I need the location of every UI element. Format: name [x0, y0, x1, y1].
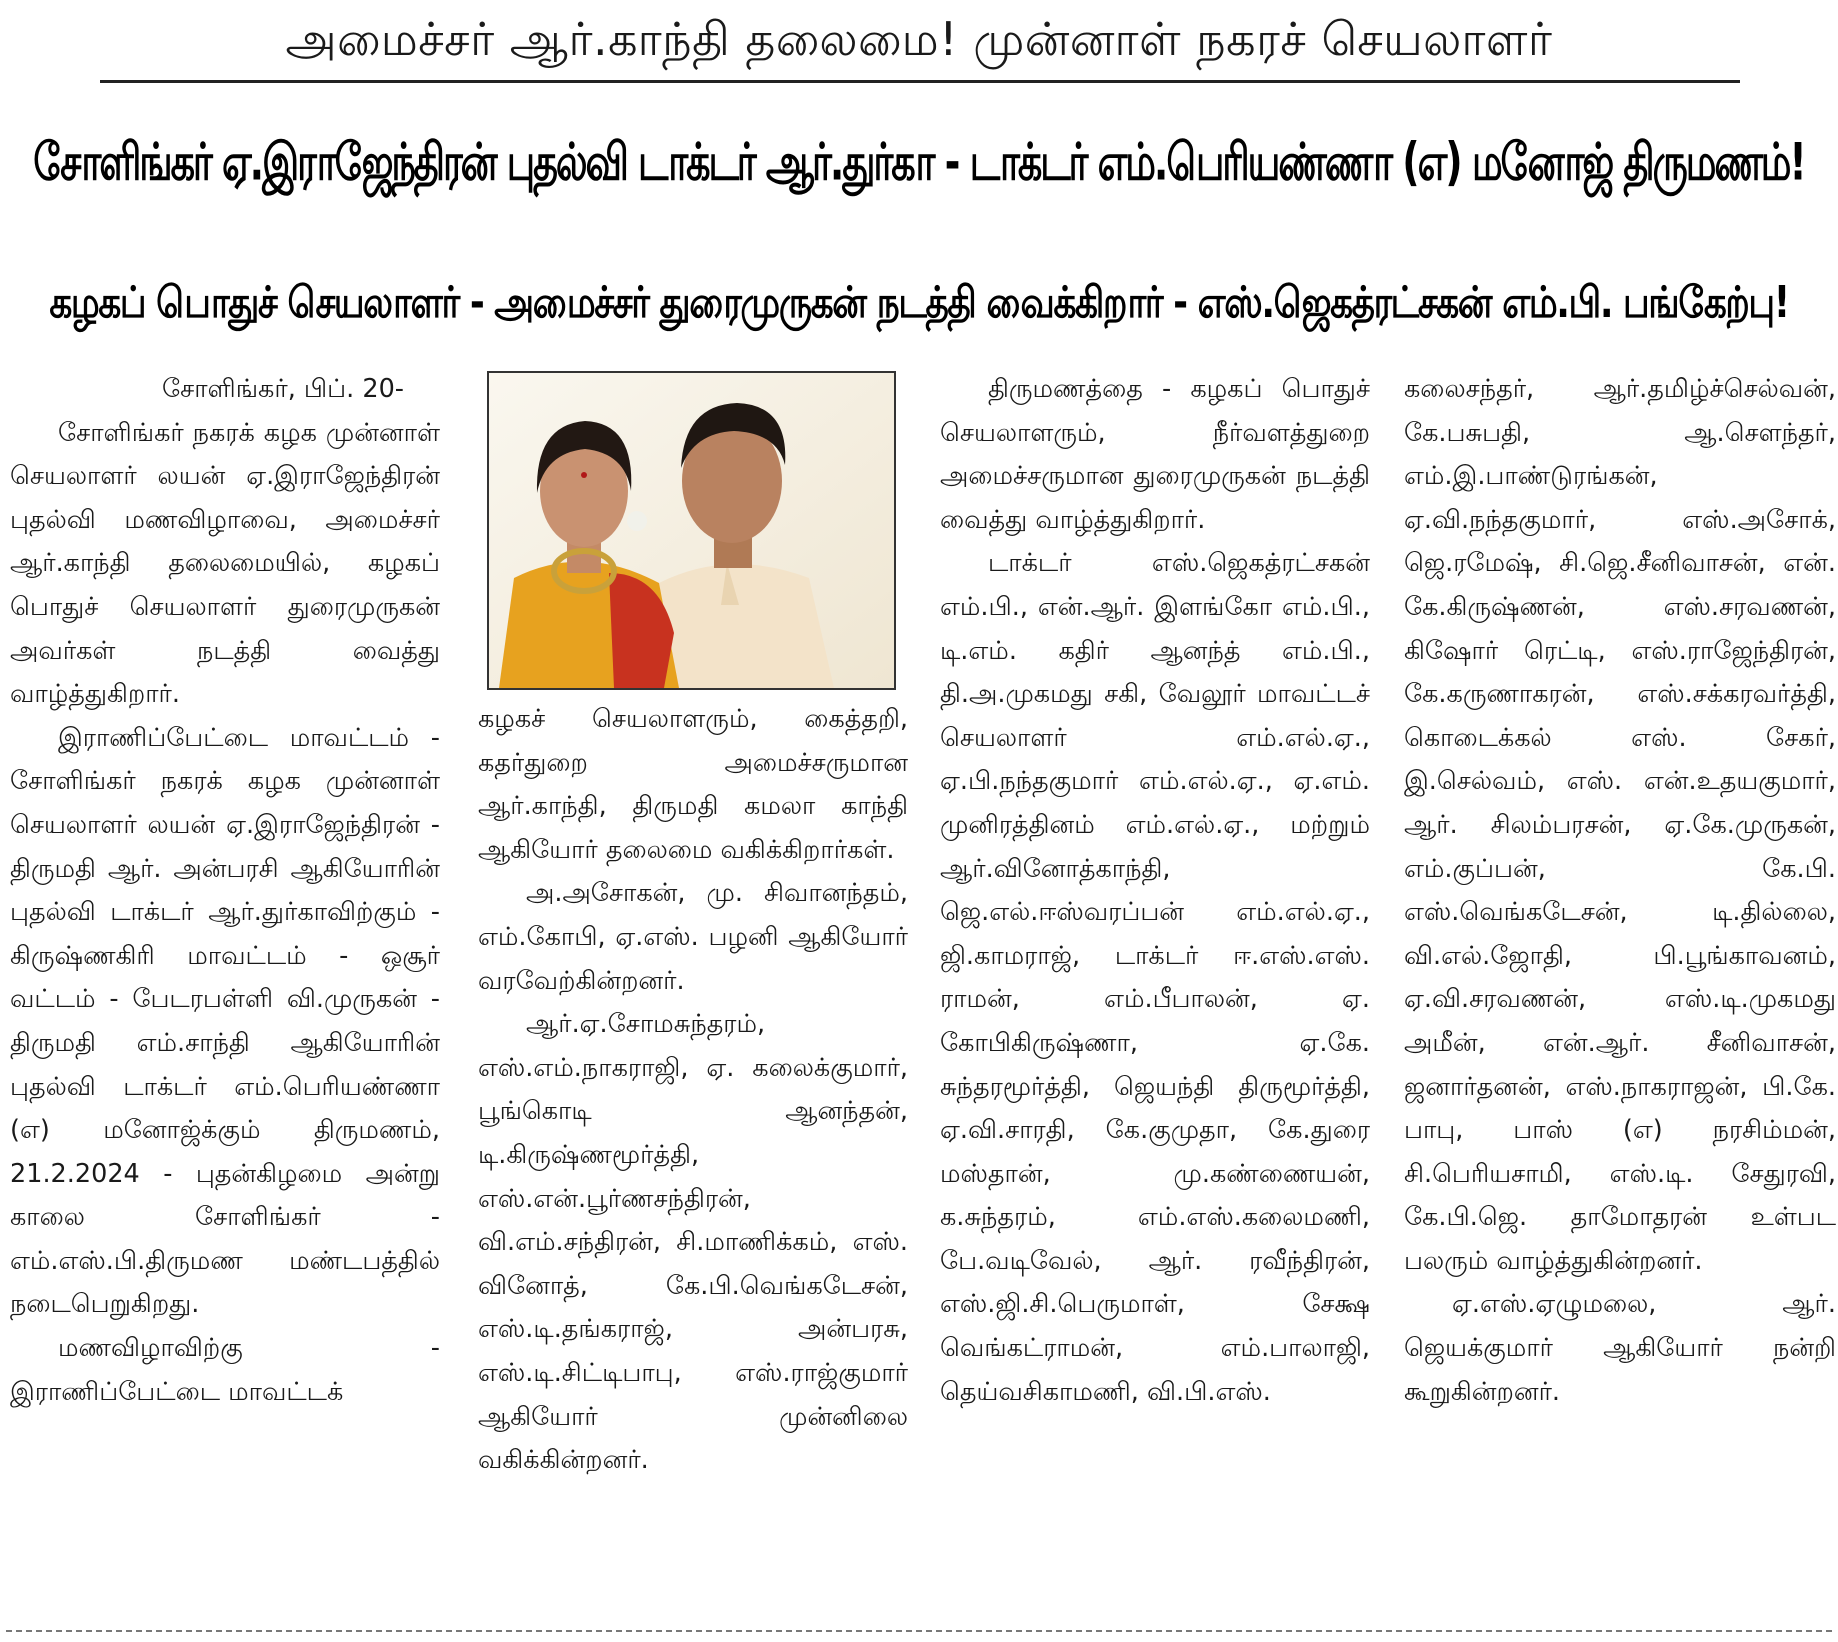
paragraph: சோளிங்கர் நகரக் கழக முன்னாள் செயலாளர் லயன் ஏ.இராஜேந்திரன் புதல்வி மணவிழாவை, அமைச்சர் ஆர்.காந்தி தலைமையில், கழகப் பொதுச் செயலாளர் துரைமுருகன் அவர்கள் நடத்தி வைத்து வாழ்த்துகிறார். — [10, 417, 440, 710]
article-column-3 — [940, 368, 1370, 1414]
paragraph: ஆர்.ஏ.சோமசுந்தரம், எஸ்.எம்.நாகராஜி, ஏ. கலைக்குமார், பூங்கொடி ஆனந்தன், டி.கிருஷ்ணமூர்த்தி, எஸ்.என்.பூர்ணசந்திரன், வி.எம்.சந்திரன், சி.மாணிக்கம், எஸ். வினோத், கே.பி.வெங்கடேசன், எஸ்.டி.தங்கராஜ், அன்பரசு, எஸ்.டி.சிட்டிபாபு, எஸ்.ராஜ்குமார் ஆகியோர் முன்னிலை வகிக்கின்றனர். — [478, 1009, 908, 1476]
groom-shirt — [654, 564, 834, 688]
paragraph: இராணிப்பேட்டை மாவட்டம் - சோளிங்கர் நகரக் கழக முன்னாள் செயலாளர் லயன் ஏ.இராஜேந்திரன் - திருமதி ஆர். அன்பரசி ஆகியோரின் புதல்வி டாக்டர் ஆர்.துர்காவிற்கும் - கிருஷ்ணகிரி மாவட்டம் - ஒசூர் வட்டம் - பேடரபள்ளி வி.முருகன் - திருமதி எம்.சாந்தி ஆகியோரின் புதல்வி டாக்டர் எம்.பெரியண்ணா (எ) மனோஜ்க்கும் திருமணம், 21.2.2024 - புதன்கிழமை அன்று காலை சோளிங்கர் - எம்.எஸ்.பி.திருமண மண்டபத்தில் நடைபெறுகிறது. — [10, 722, 440, 1320]
dateline: சோளிங்கர், பிப். 20- — [161, 374, 404, 404]
paragraph: திருமணத்தை - கழகப் பொதுச் செயலாளரும், நீர்வளத்துறை அமைச்சருமான துரைமுருகன் நடத்தி வைத்து வாழ்த்துகிறார். — [940, 374, 1370, 535]
kicker-underline — [100, 80, 1740, 83]
paragraph: மணவிழாவிற்கு - இராணிப்பேட்டை மாவட்டக் — [10, 1333, 440, 1407]
paragraph: கழகச் செயலாளரும், கைத்தறி, கதர்துறை அமைச்சருமான ஆர்.காந்தி, திருமதி கமலா காந்தி ஆகியோர் தலைமை வகிக்கிறார்கள். — [478, 704, 908, 865]
couple-photo-illustration — [489, 373, 894, 688]
main-headline: சோளிங்கர் ஏ.இராஜேந்திரன் புதல்வி டாக்டர் ஆர்.துர்கா - டாக்டர் எம்.பெரியண்ணா (எ) மனோஜ் திருமணம்! — [33, 132, 1805, 192]
sub-headline: கழகப் பொதுச் செயலாளர் - அமைச்சர் துரைமுருகன் நடத்தி வைக்கிறார் - எஸ்.ஜெகத்ரட்சகன் எம்.பி. பங்கேற்பு! — [49, 278, 1789, 328]
article-column-1 — [10, 368, 440, 1414]
kicker-headline: அமைச்சர் ஆர்.காந்தி தலைமை! முன்னாள் நகரச் செயலாளர் — [285, 12, 1553, 66]
paragraph: அ.அசோகன், மு. சிவானந்தம், எம்.கோபி, ஏ.எஸ். பழனி ஆகியோர் வரவேற்கின்றனர். — [478, 878, 908, 996]
article-column-4 — [1404, 368, 1836, 1414]
bride-flowers — [627, 511, 647, 531]
couple-photo — [487, 371, 896, 690]
paragraph: கலைசந்தர், ஆர்.தமிழ்ச்செல்வன், கே.பசுபதி, ஆ.சௌந்தர், எம்.இ.பாண்டுரங்கன், ஏ.வி.நந்தகுமார், எஸ்.அசோக், ஜெ.ரமேஷ், சி.ஜெ.சீனிவாசன், என். கே.கிருஷ்ணன், எஸ்.சரவணன், கிஷோர் ரெட்டி, எஸ்.ராஜேந்திரன், கே.கருணாகரன், எஸ்.சக்கரவர்த்தி, கொடைக்கல் எஸ். சேகர், இ.செல்வம், எஸ். என்.உதயகுமார், ஆர். சிலம்பரசன், ஏ.கே.முருகன், எம்.குப்பன், கே.பி. எஸ்.வெங்கடேசன், டி.தில்லை, வி.எல்.ஜோதி, பி.பூங்காவனம், ஏ.வி.சரவணன், எஸ்.டி.முகமது அமீன், என்.ஆர். சீனிவாசன், ஜனார்தனன், எஸ்.நாகராஜன், பி.கே. பாபு, பாஸ் (எ) நரசிம்மன், சி.பெரியசாமி, எஸ்.டி. சேதுரவி, கே.பி.ஜெ. தாமோதரன் உள்பட பலரும் வாழ்த்துகின்றனர். — [1404, 374, 1836, 1276]
paragraph: ஏ.எஸ்.ஏழுமலை, ஆர். ஜெயக்குமார் ஆகியோர் நன்றி கூறுகின்றனர். — [1404, 1289, 1836, 1407]
bottom-divider — [6, 1630, 1832, 1632]
paragraph: டாக்டர் எஸ்.ஜெகத்ரட்சகன் எம்.பி., என்.ஆர். இளங்கோ எம்.பி., டி.எம். கதிர் ஆனந்த் எம்.பி., தி.அ.முகமது சகி, வேலூர் மாவட்டச் செயலாளர் எம்.எல்.ஏ., ஏ.பி.நந்தகுமார் எம்.எல்.ஏ., ஏ.எம். முனிரத்தினம் எம்.எல்.ஏ., மற்றும் ஆர்.வினோத்காந்தி, ஜெ.எல்.ஈஸ்வரப்பன் எம்.எல்.ஏ., ஜி.காமராஜ், டாக்டர் ஈ.எஸ்.எஸ். ராமன், எம்.பீபாலன், ஏ. கோபிகிருஷ்ணா, ஏ.கே. சுந்தரமூர்த்தி, ஜெயந்தி திருமூர்த்தி, ஏ.வி.சாரதி, கே.குமுதா, கே.துரை மஸ்தான், மு.கண்ணையன், க.சுந்தரம், எம்.எஸ்.கலைமணி, பே.வடிவேல், ஆர். ரவீந்திரன், எஸ்.ஜி.சி.பெருமாள், சேக்ஷ வெங்கட்ராமன், எம்.பாலாஜி, தெய்வசிகாமணி, வி.பி.எஸ். — [940, 548, 1370, 1407]
article-column-2 — [478, 698, 908, 1483]
bride-bindi — [581, 472, 587, 478]
